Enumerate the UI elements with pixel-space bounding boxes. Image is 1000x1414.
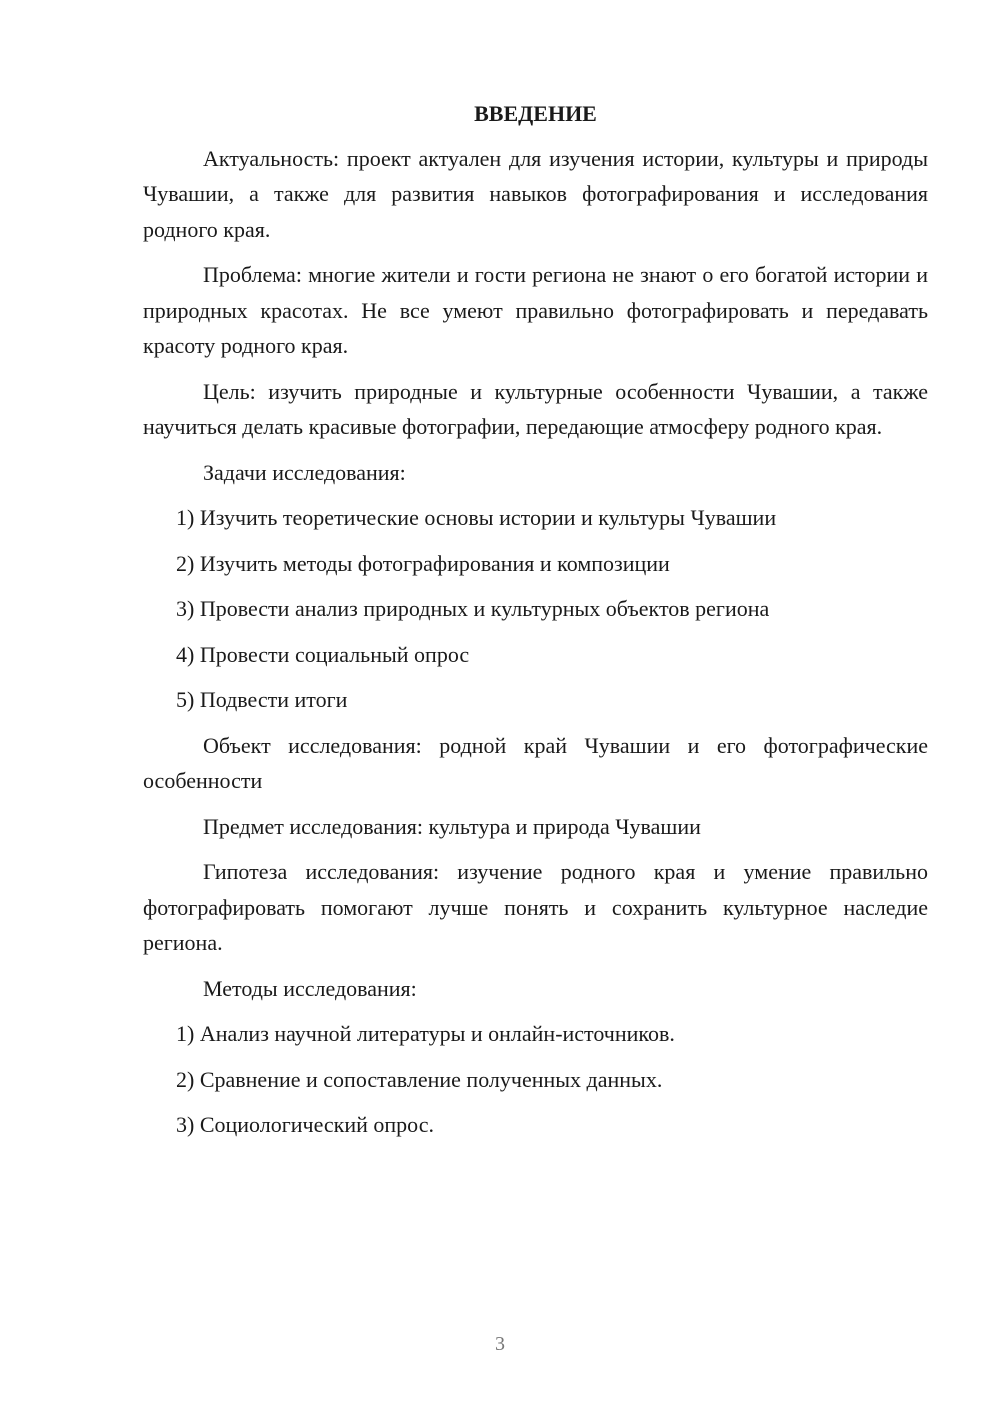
object-paragraph: Объект исследования: родной край Чувашии и его фотографические особенности bbox=[143, 732, 928, 793]
relevance-paragraph: Актуальность: проект актуален для изучения истории, культуры и природы Чувашии, а также для развития навыков фотографирования и исследования родного края. bbox=[143, 145, 928, 242]
subject-paragraph: Предмет исследования: культура и природа Чувашии bbox=[203, 813, 701, 839]
task-item: 1) Изучить теоретические основы истории и культуры Чувашии bbox=[176, 505, 777, 530]
document-body bbox=[143, 96, 928, 1153]
methods-heading: Методы исследования: bbox=[203, 975, 417, 1001]
problem-paragraph: Проблема: многие жители и гости региона не знают о его богатой истории и природных красотах. Не все умеют правильно фотографировать и передавать красоту родного края. bbox=[143, 262, 928, 358]
method-item: 3) Социологический опрос. bbox=[176, 1112, 434, 1137]
tasks-heading: Задачи исследования: bbox=[203, 459, 406, 485]
page-number: 3 bbox=[495, 1333, 505, 1355]
method-item: 2) Сравнение и сопоставление полученных данных. bbox=[176, 1066, 663, 1092]
task-item: 2) Изучить методы фотографирования и композиции bbox=[176, 550, 670, 576]
method-item: 1) Анализ научной литературы и онлайн-источников. bbox=[176, 1021, 675, 1046]
task-item: 5) Подвести итоги bbox=[176, 687, 348, 712]
hypothesis-paragraph: Гипотеза исследования: изучение родного края и умение правильно фотографировать помогают лучше понять и сохранить культурное наследие региона. bbox=[143, 859, 928, 955]
task-item: 3) Провести анализ природных и культурных объектов региона bbox=[176, 596, 770, 621]
task-item: 4) Провести социальный опрос bbox=[176, 641, 470, 667]
page-title: ВВЕДЕНИЕ bbox=[474, 101, 597, 126]
goal-paragraph: Цель: изучить природные и культурные особенности Чувашии, а также научиться делать красивые фотографии, передающие атмосферу родного края. bbox=[143, 378, 928, 439]
